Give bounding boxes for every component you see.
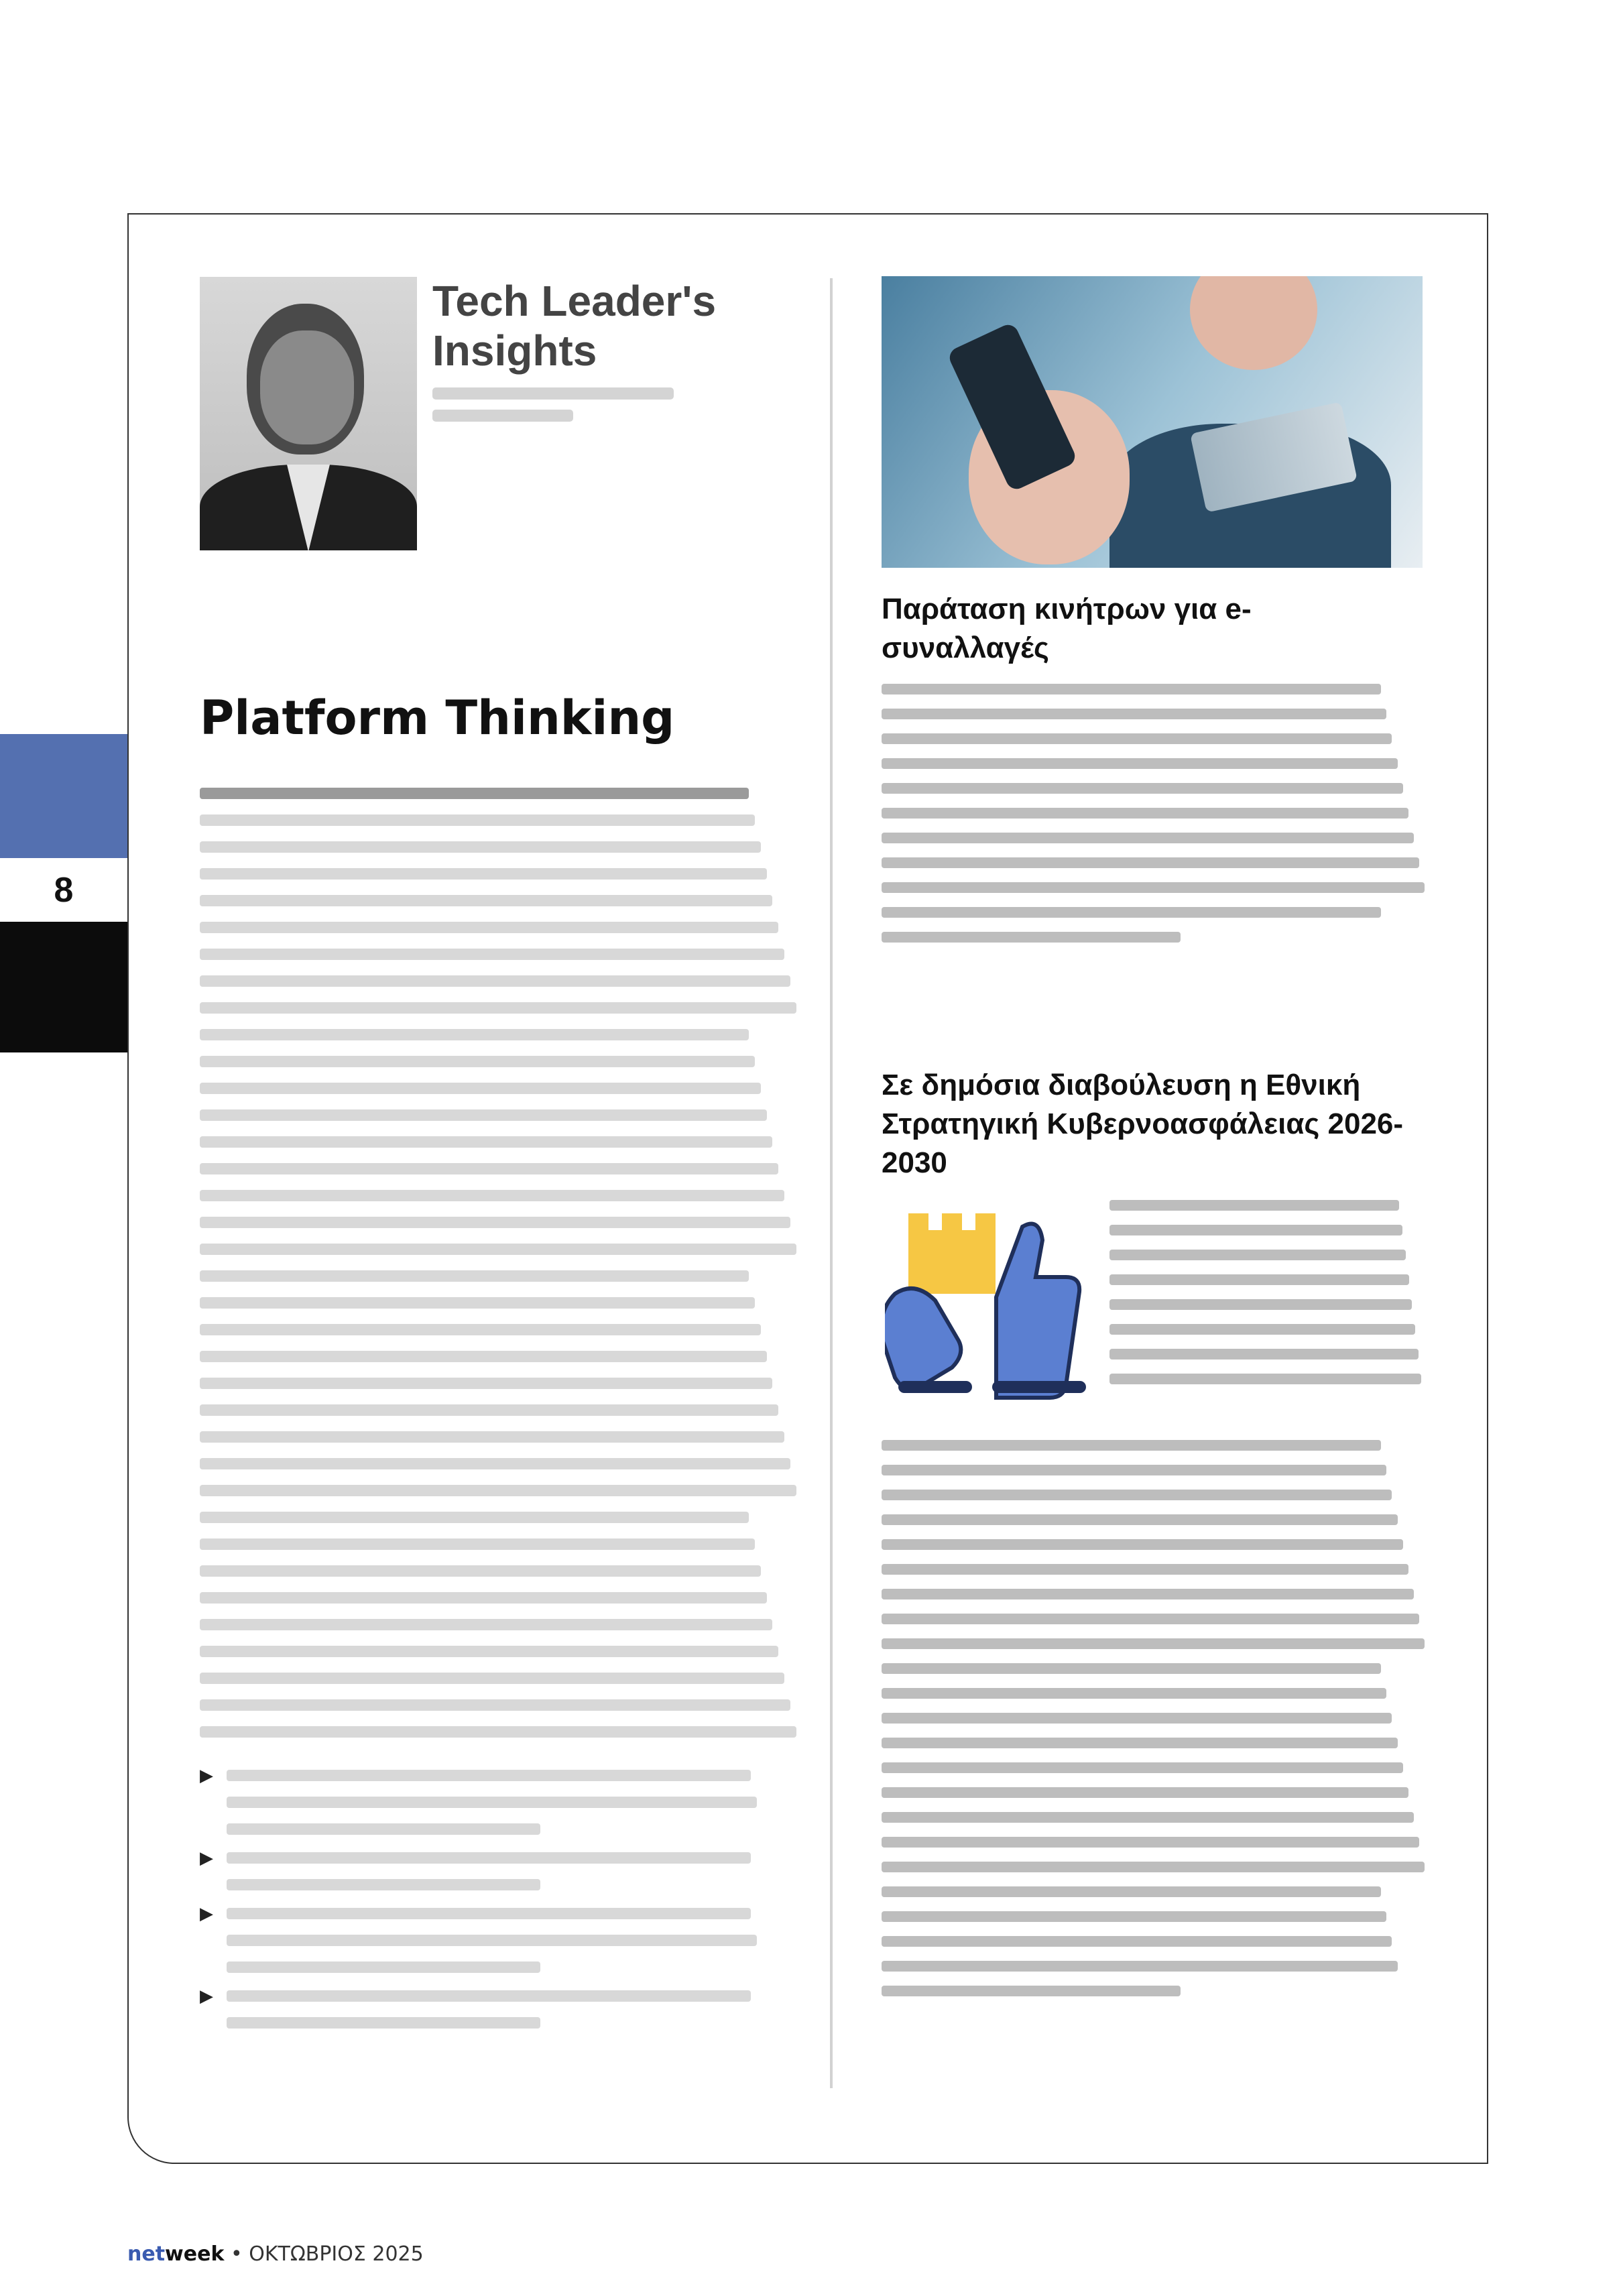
illegible-text-line [200, 814, 755, 826]
illegible-text-line [200, 1351, 767, 1362]
illegible-text-line [1109, 1225, 1402, 1235]
illegible-text-line [200, 1673, 784, 1684]
illegible-text-line [200, 1136, 772, 1148]
illegible-text-line [882, 1490, 1392, 1500]
illegible-text-line [200, 1592, 767, 1604]
illegible-text-line [882, 1787, 1408, 1798]
illegible-text-line [882, 1762, 1403, 1773]
page-number: 8 [54, 870, 74, 910]
illegible-text-line [882, 783, 1403, 794]
illegible-text-line [200, 1270, 749, 1282]
illegible-text-line [882, 1638, 1425, 1649]
footer [127, 2242, 424, 2266]
castle-thumbs-up-illustration [885, 1200, 1093, 1401]
illegible-text-line [227, 1770, 751, 1781]
brand-net: net [127, 2242, 166, 2266]
sidebar-story1-body-illegible [882, 684, 1425, 957]
illegible-text-line [200, 1109, 767, 1121]
illegible-text-line [200, 1244, 796, 1255]
illegible-text-line [200, 868, 767, 880]
illegible-text-line [1109, 1274, 1409, 1285]
illegible-text-line [882, 882, 1425, 893]
illegible-text-line [200, 1190, 784, 1201]
illegible-text-line [227, 1797, 757, 1808]
illegible-text-line [200, 1002, 796, 1014]
illegible-text-line [227, 1823, 540, 1835]
bullet-item [200, 1848, 796, 1890]
illegible-text-line [200, 1163, 778, 1174]
illegible-text-line [882, 857, 1419, 868]
illegible-text-line [882, 1886, 1381, 1897]
illegible-text-line [1109, 1324, 1415, 1335]
illegible-text-line [200, 975, 790, 987]
illegible-text-line [882, 1614, 1419, 1624]
byline-illegible [432, 387, 714, 432]
illegible-text-line [882, 709, 1386, 719]
illegible-text-line [1109, 1299, 1412, 1310]
illegible-text-line [882, 1911, 1386, 1922]
illegible-text-line [882, 1738, 1398, 1748]
illegible-text-line [200, 1458, 790, 1469]
footer-separator: • [230, 2242, 243, 2266]
illegible-text-line [882, 1986, 1181, 1996]
article-body-illegible [200, 788, 796, 1753]
illegible-text-line [200, 1324, 761, 1335]
illegible-text-line [882, 1539, 1403, 1550]
illegible-text-line [882, 1465, 1386, 1475]
illegible-text-line [200, 922, 778, 933]
illegible-text-line [882, 833, 1414, 843]
illegible-text-line [200, 1029, 749, 1040]
illegible-text-line [882, 1837, 1419, 1848]
sidebar-story2-intro-illegible [1109, 1200, 1425, 1398]
illegible-text-line [200, 1056, 755, 1067]
column-title: Tech Leader's Insights [432, 277, 717, 375]
illegible-text-line [1109, 1250, 1406, 1260]
illegible-text-line [200, 1404, 778, 1416]
illegible-text-line [882, 758, 1398, 769]
illegible-text-line [200, 1726, 796, 1738]
illegible-text-line [200, 949, 784, 960]
illegible-text-line [227, 1852, 751, 1864]
illegible-text-line [882, 1663, 1381, 1674]
illegible-text-line [200, 1619, 772, 1630]
section-tab-blue [0, 734, 127, 858]
illegible-text-line [882, 1514, 1398, 1525]
bullet-item [200, 1903, 796, 1973]
illegible-text-line [227, 1879, 540, 1890]
illegible-text-line [200, 895, 772, 906]
sidebar-story2-title: Σε δημόσια διαβούλευση η Εθνική Στρατηγική Κυβερνοασφάλειας 2026-2030 [882, 1069, 1404, 1179]
illegible-text-line [1109, 1349, 1419, 1360]
bullet-arrow-icon: ▶ [200, 1765, 213, 1785]
illegible-text-line [882, 1936, 1392, 1947]
sidebar-story2-body-illegible [882, 1440, 1425, 2010]
illegible-text-line [200, 1565, 761, 1577]
bullet-item [200, 1765, 796, 1835]
illegible-text-line [200, 1083, 761, 1094]
section-tab-black [0, 922, 127, 1052]
illegible-text-line [200, 1378, 772, 1389]
illegible-text-line [1109, 1200, 1399, 1211]
illegible-text-line [1109, 1374, 1421, 1384]
illegible-text-line [227, 1908, 751, 1919]
illegible-text-line [200, 1431, 784, 1443]
illegible-text-line [227, 2017, 540, 2029]
sidebar-story1-title: Παράταση κινήτρων για e-συναλλαγές [882, 593, 1252, 664]
bullet-item [200, 1986, 796, 2029]
illegible-text-line [200, 788, 749, 799]
bullet-arrow-icon: ▶ [200, 1903, 213, 1923]
illegible-text-line [882, 1862, 1425, 1872]
illegible-text-line [882, 1688, 1386, 1699]
article-title: Platform Thinking [200, 690, 675, 745]
bullet-arrow-icon: ▶ [200, 1986, 213, 2006]
illegible-text-line [882, 1961, 1398, 1972]
payment-photo [882, 276, 1423, 568]
illegible-text-line [200, 1538, 755, 1550]
illegible-text-line [882, 907, 1381, 918]
footer-issue: ΟΚΤΩΒΡΙΟΣ 2025 [249, 2242, 424, 2266]
illegible-text-line [882, 1589, 1414, 1599]
illegible-text-line [200, 1485, 796, 1496]
illegible-text-line [882, 1440, 1381, 1451]
illegible-text-line [882, 808, 1408, 819]
bullet-arrow-icon: ▶ [200, 1848, 213, 1868]
illegible-text-line [227, 1961, 540, 1973]
brand-week: week [165, 2242, 225, 2266]
illegible-text-line [882, 684, 1381, 694]
illegible-text-line [227, 1990, 751, 2002]
illegible-text-line [882, 1564, 1408, 1575]
illegible-text-line [882, 1713, 1392, 1724]
illegible-text-line [200, 1699, 790, 1711]
illegible-text-line [882, 1812, 1414, 1823]
illegible-text-line [227, 1935, 757, 1946]
illegible-text-line [882, 733, 1392, 744]
illegible-text-line [200, 841, 761, 853]
illegible-text-line [200, 1217, 790, 1228]
author-photo [200, 277, 417, 550]
illegible-text-line [200, 1297, 755, 1309]
column-divider [830, 278, 833, 2088]
article-bullets-illegible [200, 1765, 796, 2046]
illegible-text-line [882, 932, 1181, 943]
illegible-text-line [200, 1646, 778, 1657]
illegible-text-line [200, 1512, 749, 1523]
